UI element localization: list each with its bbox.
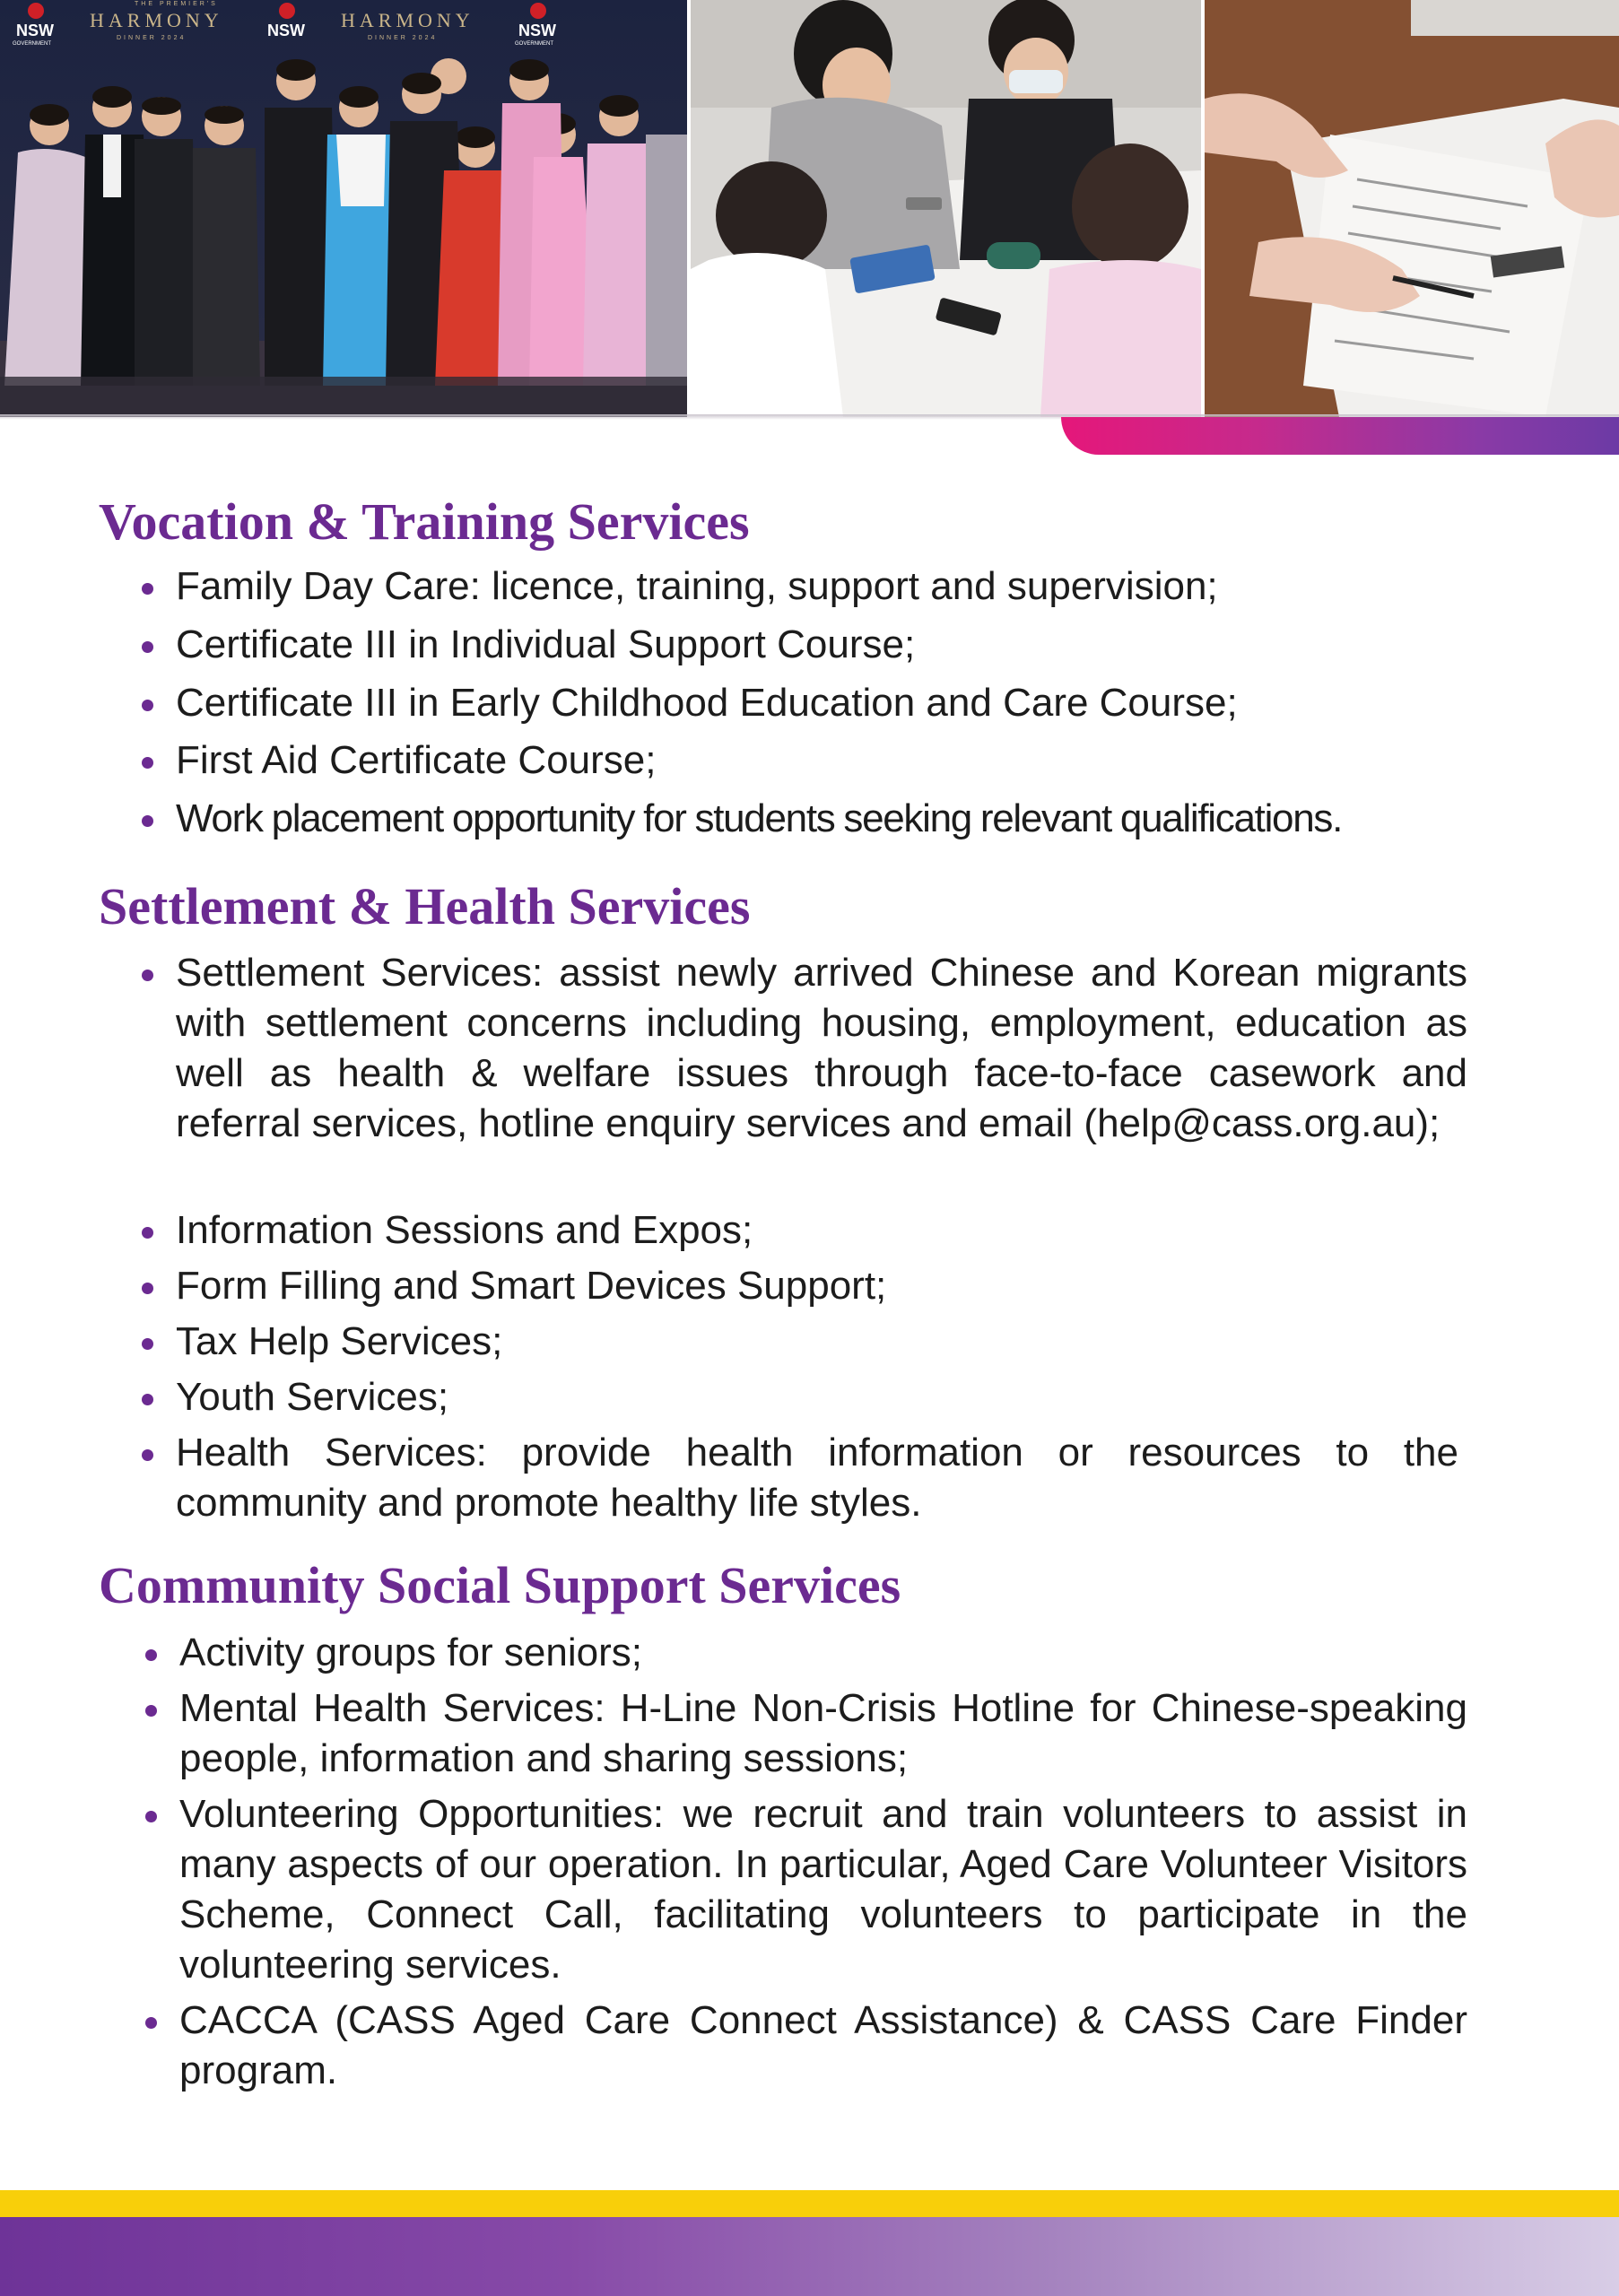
list-item: Settlement Services: assist newly arrived Chinese and Korean migrants with settlement concerns including housing, employment, education as well as health & welfare issues through face-to-face casework and referral services, hotline enquiry services and email (help@cass.org.au); bbox=[176, 948, 1467, 1149]
photo-strip bbox=[0, 0, 1619, 417]
bullet-icon bbox=[142, 815, 153, 827]
bullet-icon bbox=[142, 641, 153, 653]
bullet-icon bbox=[145, 1705, 157, 1717]
svg-text:DINNER 2024: DINNER 2024 bbox=[368, 35, 438, 41]
bullet-icon bbox=[145, 2017, 157, 2029]
svg-text:NSW: NSW bbox=[267, 22, 305, 39]
list-item: Certificate III in Early Childhood Education and Care Course; bbox=[176, 678, 1467, 728]
svg-text:NSW: NSW bbox=[16, 22, 54, 39]
list-item: CACCA (CASS Aged Care Connect Assistance) & CASS Care Finder program. bbox=[179, 1996, 1467, 2096]
list-item: Form Filling and Smart Devices Support; bbox=[176, 1261, 1467, 1311]
list-item: Information Sessions and Expos; bbox=[176, 1205, 1467, 1256]
svg-text:GOVERNMENT: GOVERNMENT bbox=[13, 41, 52, 47]
event-kicker: THE PREMIER'S bbox=[135, 1, 218, 7]
footer-purple-band bbox=[0, 2217, 1619, 2296]
svg-text:GOVERNMENT: GOVERNMENT bbox=[515, 41, 554, 47]
list-item: Certificate III in Individual Support Course; bbox=[176, 620, 1467, 670]
list-item: Work placement opportunity for students seeking relevant qualifications. bbox=[176, 794, 1467, 844]
svg-text:NSW: NSW bbox=[518, 22, 556, 39]
list-item: Health Services: provide health information or resources to the community and promote healthy life styles. bbox=[176, 1428, 1458, 1528]
bullet-icon bbox=[142, 1283, 153, 1294]
section-title-settlement-health: Settlement & Health Services bbox=[99, 877, 751, 935]
bullet-icon bbox=[145, 1811, 157, 1822]
bullet-icon bbox=[142, 970, 153, 981]
section-title-vocation-training: Vocation & Training Services bbox=[99, 492, 750, 551]
bullet-icon bbox=[142, 757, 153, 769]
section-title-community-social-support: Community Social Support Services bbox=[99, 1556, 901, 1614]
bullet-icon bbox=[142, 583, 153, 595]
list-item: Family Day Care: licence, training, support and supervision; bbox=[176, 561, 1467, 612]
bullet-icon bbox=[142, 1227, 153, 1239]
magenta-accent-tab bbox=[1061, 417, 1619, 455]
bullet-icon bbox=[142, 700, 153, 711]
list-item: Youth Services; bbox=[176, 1372, 1467, 1422]
form-filling-photo bbox=[1205, 0, 1619, 417]
footer-yellow-band bbox=[0, 2190, 1619, 2217]
svg-text:HARMONY: HARMONY bbox=[341, 9, 474, 31]
list-item: Volunteering Opportunities: we recruit and train volunteers to assist in many aspects of our operation. In particular, Aged Care Volunteer Visitors Scheme, Connect Call, facilitating volunteers to participate in the volunteering services. bbox=[179, 1789, 1467, 1990]
list-item: Tax Help Services; bbox=[176, 1317, 1467, 1367]
harmony-dinner-group-photo bbox=[0, 0, 687, 417]
event-subtitle: DINNER 2024 bbox=[117, 35, 187, 41]
bullet-icon bbox=[145, 1649, 157, 1661]
bullet-icon bbox=[142, 1449, 153, 1461]
smart-device-support-photo bbox=[691, 0, 1201, 417]
list-item: Activity groups for seniors; bbox=[179, 1628, 1471, 1678]
bullet-icon bbox=[142, 1338, 153, 1350]
bullet-icon bbox=[142, 1394, 153, 1405]
event-title: HARMONY bbox=[90, 9, 223, 31]
list-item: Mental Health Services: H-Line Non-Crisis Hotline for Chinese-speaking people, information and sharing sessions; bbox=[179, 1683, 1467, 1784]
list-item: First Aid Certificate Course; bbox=[176, 735, 1467, 786]
